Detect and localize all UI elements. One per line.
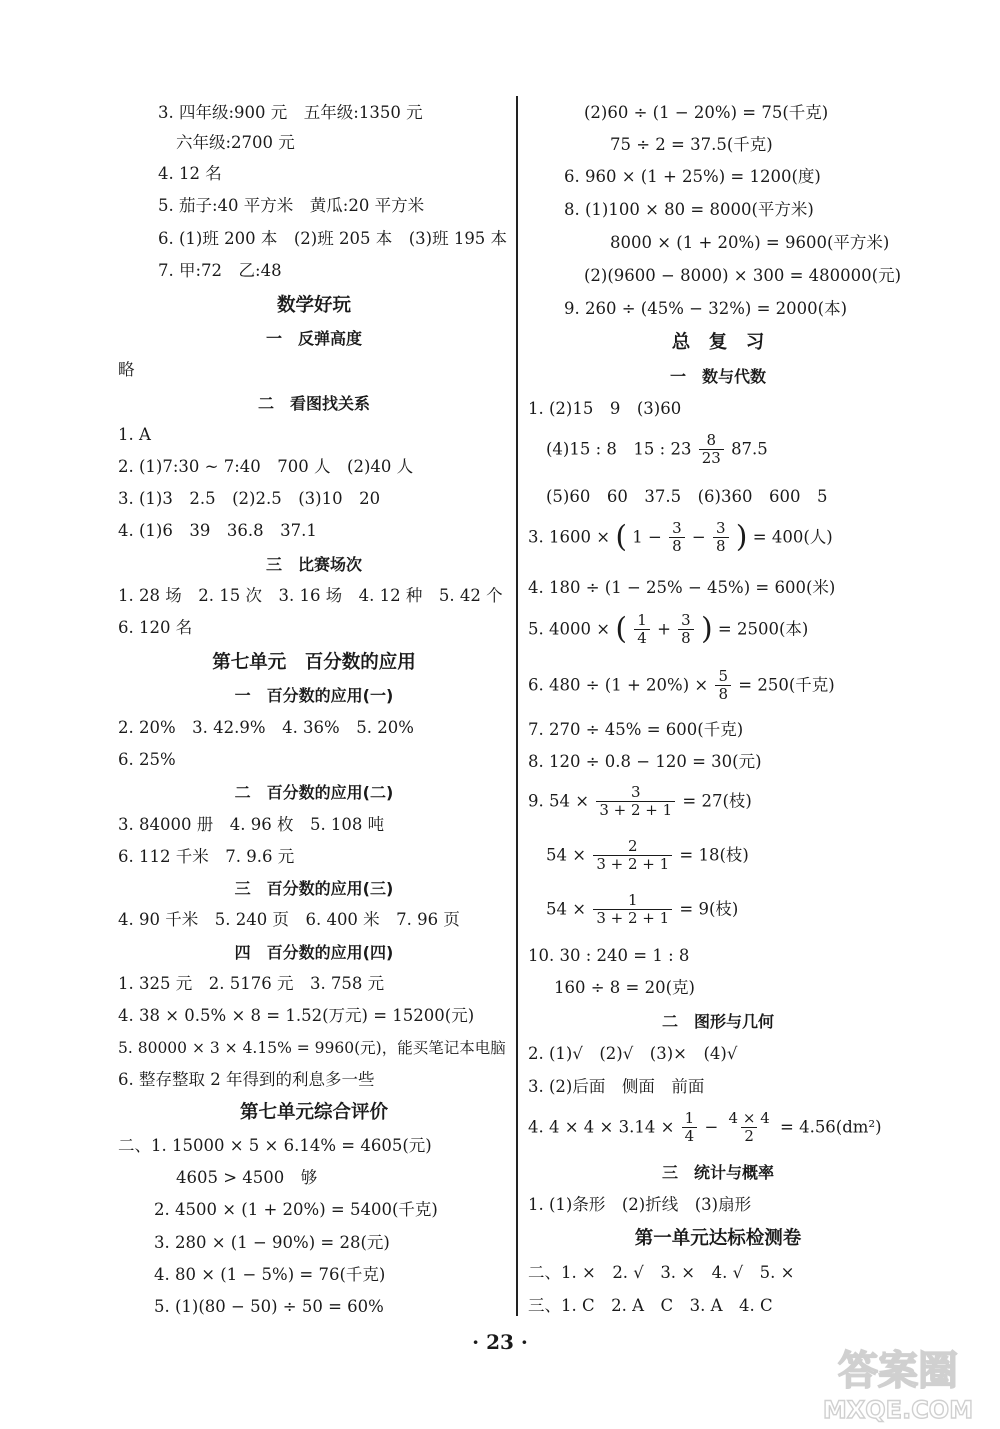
answer-line: 4. 38 × 0.5% × 8 = 1.52(万元) = 15200(元) bbox=[118, 1006, 475, 1025]
answer-line: 六年级:2700 元 bbox=[176, 133, 295, 152]
numerator: 2 bbox=[627, 837, 638, 855]
text-segment: = 400(人) bbox=[752, 527, 833, 547]
denominator: 8 bbox=[678, 629, 694, 647]
answer-line-fraction bbox=[546, 838, 749, 873]
fraction bbox=[682, 1110, 698, 1145]
answer-line: 3. 四年级:900 元 五年级:1350 元 bbox=[158, 103, 423, 122]
answer-line: 6. 112 千米 7. 9.6 元 bbox=[118, 847, 295, 866]
denominator: 3 + 2 + 1 bbox=[593, 909, 672, 927]
svg-text:MXQE.COM: MXQE.COM bbox=[822, 1396, 974, 1424]
answer-line: 略 bbox=[118, 360, 135, 379]
subsection-heading: 二 图形与几何 bbox=[661, 1012, 774, 1031]
fraction bbox=[699, 432, 724, 467]
denominator: 4 bbox=[634, 629, 650, 647]
text-segment: = 4.56(dm²) bbox=[780, 1117, 882, 1137]
denominator: 8 bbox=[669, 537, 685, 555]
text-segment: = 250(千克) bbox=[738, 675, 835, 695]
subsection-heading: 一 百分数的应用(一) bbox=[234, 686, 394, 705]
text-segment: 87.5 bbox=[731, 439, 768, 459]
svg-text:答案圈: 答案圈 bbox=[838, 1348, 958, 1394]
fraction bbox=[678, 612, 694, 647]
answer-line: 3. 280 × (1 − 90%) = 28(元) bbox=[154, 1233, 390, 1252]
answer-line-fraction bbox=[528, 520, 833, 555]
answer-line: 4. 80 × (1 − 5%) = 76(千克) bbox=[154, 1265, 386, 1284]
answer-line: 2. 4500 × (1 + 20%) = 5400(千克) bbox=[154, 1200, 438, 1219]
denominator: 3 + 2 + 1 bbox=[593, 855, 672, 873]
denominator: 3 + 2 + 1 bbox=[596, 801, 675, 819]
fraction bbox=[593, 892, 672, 927]
unit-heading: 第一单元达标检测卷 bbox=[634, 1228, 802, 1249]
answer-line: 4. 180 ÷ (1 − 25% − 45%) = 600(米) bbox=[528, 578, 836, 597]
text-segment: 3. 1600 × bbox=[528, 527, 611, 547]
column-divider bbox=[516, 96, 518, 1316]
text-segment: = 9(枝) bbox=[679, 899, 739, 919]
answer-line: 2. (1)7:30 ~ 7:40 700 人 (2)40 人 bbox=[118, 457, 414, 476]
answer-line-fraction bbox=[546, 432, 768, 467]
page-number: · 23 · bbox=[472, 1330, 528, 1354]
answer-line-fraction bbox=[528, 784, 752, 819]
answer-line: 7. 甲:72 乙:48 bbox=[158, 261, 282, 280]
text-segment: = 18(枝) bbox=[679, 845, 749, 865]
numerator: 3 bbox=[715, 519, 726, 537]
denominator: 4 bbox=[682, 1127, 698, 1145]
answer-line: (2)60 ÷ (1 − 20%) = 75(千克) bbox=[584, 103, 829, 122]
answer-line: 7. 270 ÷ 45% = 600(千克) bbox=[528, 720, 744, 739]
answer-line: 2. 20% 3. 42.9% 4. 36% 5. 20% bbox=[118, 718, 414, 737]
paren-close: ) bbox=[735, 519, 748, 555]
numerator: 1 bbox=[684, 1109, 695, 1127]
answer-line: 160 ÷ 8 = 20(克) bbox=[554, 978, 695, 997]
text-segment: + bbox=[657, 619, 671, 639]
text-segment: = 2500(本) bbox=[717, 619, 809, 639]
numerator: 4 × 4 bbox=[728, 1109, 770, 1127]
subsection-heading: 二 百分数的应用(二) bbox=[234, 783, 394, 802]
denominator: 23 bbox=[699, 449, 724, 467]
answer-line: 6. 整存整取 2 年得到的利息多一些 bbox=[118, 1070, 375, 1089]
text-segment: 9. 54 × bbox=[528, 791, 590, 811]
answer-line: 4. 90 千米 5. 240 页 6. 400 米 7. 96 页 bbox=[118, 910, 460, 929]
answer-line: (2)(9600 − 8000) × 300 = 480000(元) bbox=[584, 266, 902, 285]
subsection-heading: 四 百分数的应用(四) bbox=[234, 943, 394, 962]
text-segment: 4. 4 × 4 × 3.14 × bbox=[528, 1117, 675, 1137]
answer-line: 1. (1)条形 (2)折线 (3)扇形 bbox=[528, 1195, 752, 1214]
fraction bbox=[726, 1110, 773, 1145]
numerator: 3 bbox=[630, 783, 641, 801]
text-segment: 6. 480 ÷ (1 + 20%) × bbox=[528, 675, 709, 695]
denominator: 8 bbox=[715, 685, 731, 703]
text-segment: 1 − bbox=[632, 527, 662, 547]
paren-open: ( bbox=[615, 519, 628, 555]
answer-line: 6. 960 × (1 + 25%) = 1200(度) bbox=[564, 167, 821, 186]
answer-line: 5. 茄子:40 平方米 黄瓜:20 平方米 bbox=[158, 196, 425, 215]
answer-line: 3. 84000 册 4. 96 枚 5. 108 吨 bbox=[118, 815, 385, 834]
text-segment: − bbox=[704, 1117, 719, 1137]
answer-line: 三、1. C 2. A C 3. A 4. C bbox=[528, 1296, 773, 1315]
section-heading: 数学好玩 bbox=[276, 295, 351, 316]
answer-line: 8000 × (1 + 20%) = 9600(平方米) bbox=[610, 233, 890, 252]
answer-line: 6. 25% bbox=[118, 750, 176, 769]
answer-line: 8. (1)100 × 80 = 8000(平方米) bbox=[564, 200, 814, 219]
answer-line-fraction bbox=[528, 1110, 882, 1145]
subsection-heading: 三 统计与概率 bbox=[661, 1163, 774, 1182]
answer-line: 二、1. × 2. √ 3. × 4. √ 5. × bbox=[528, 1263, 795, 1282]
answer-line-fraction bbox=[528, 612, 808, 647]
fraction bbox=[593, 838, 672, 873]
subsection-heading: 二 看图找关系 bbox=[257, 394, 370, 413]
watermark-logo bbox=[808, 1340, 988, 1424]
numerator: 1 bbox=[637, 611, 647, 629]
answer-line: 5. 80000 × 3 × 4.15% = 9960(元)，能买笔记本电脑 bbox=[118, 1039, 506, 1057]
answer-line: 6. 120 名 bbox=[118, 618, 193, 637]
fraction bbox=[596, 784, 675, 819]
fraction bbox=[715, 668, 731, 703]
answer-line: 9. 260 ÷ (45% − 32%) = 2000(本) bbox=[564, 299, 848, 318]
text-segment: 54 × bbox=[546, 845, 587, 865]
numerator: 3 bbox=[672, 519, 682, 537]
answer-line: 4605 > 4500 够 bbox=[176, 1168, 318, 1187]
unit-heading: 第七单元 百分数的应用 bbox=[212, 652, 416, 673]
answer-line: 3. (1)3 2.5 (2)2.5 (3)10 20 bbox=[118, 489, 381, 508]
numerator: 8 bbox=[706, 431, 717, 449]
fraction bbox=[669, 520, 685, 555]
answer-line: 3. (2)后面 侧面 前面 bbox=[528, 1077, 705, 1096]
fraction bbox=[634, 612, 650, 647]
section-heading: 总 复 习 bbox=[671, 332, 765, 353]
answer-line: 1. 325 元 2. 5176 元 3. 758 元 bbox=[118, 974, 385, 993]
subsection-heading: 一 反弹高度 bbox=[265, 329, 362, 348]
text-segment: (4)15 : 8 15 : 23 bbox=[546, 439, 692, 459]
unit-heading: 第七单元综合评价 bbox=[239, 1102, 388, 1123]
subsection-heading: 三 百分数的应用(三) bbox=[234, 879, 394, 898]
answer-line: 75 ÷ 2 = 37.5(千克) bbox=[610, 135, 773, 154]
paren-open: ( bbox=[615, 611, 628, 647]
answer-line: 8. 120 ÷ 0.8 − 120 = 30(元) bbox=[528, 752, 762, 771]
answer-line: 1. A bbox=[118, 425, 151, 444]
answer-line: 1. (2)15 9 (3)60 bbox=[528, 399, 682, 418]
numerator: 3 bbox=[681, 611, 691, 629]
text-segment: = 27(枝) bbox=[682, 791, 752, 811]
fraction bbox=[713, 520, 729, 555]
answer-line: 6. (1)班 200 本 (2)班 205 本 (3)班 195 本 bbox=[158, 229, 508, 248]
answer-line: 2. (1)√ (2)√ (3)× (4)√ bbox=[528, 1044, 738, 1063]
subsection-heading: 一 数与代数 bbox=[669, 367, 766, 386]
answer-line: 1. 28 场 2. 15 次 3. 16 场 4. 12 种 5. 42 个 bbox=[118, 586, 503, 605]
text-segment: 54 × bbox=[546, 899, 587, 919]
answer-line-fraction bbox=[546, 892, 738, 927]
paren-close: ) bbox=[700, 611, 713, 647]
denominator: 2 bbox=[741, 1127, 757, 1145]
subsection-heading: 三 比赛场次 bbox=[265, 555, 362, 574]
answer-line: (5)60 60 37.5 (6)360 600 5 bbox=[546, 487, 828, 506]
denominator: 8 bbox=[713, 537, 729, 555]
numerator: 1 bbox=[627, 891, 638, 909]
numerator: 5 bbox=[718, 667, 729, 685]
answer-line: 4. 12 名 bbox=[158, 164, 222, 183]
answer-line: 二、1. 15000 × 5 × 6.14% = 4605(元) bbox=[118, 1136, 432, 1155]
text-segment: − bbox=[691, 527, 706, 547]
text-segment: 5. 4000 × bbox=[528, 619, 611, 639]
answer-line-fraction bbox=[528, 668, 835, 703]
answer-line: 10. 30 : 240 = 1 : 8 bbox=[528, 946, 690, 965]
answer-line: 5. (1)(80 − 50) ÷ 50 = 60% bbox=[154, 1297, 384, 1316]
answer-line: 4. (1)6 39 36.8 37.1 bbox=[118, 521, 317, 540]
